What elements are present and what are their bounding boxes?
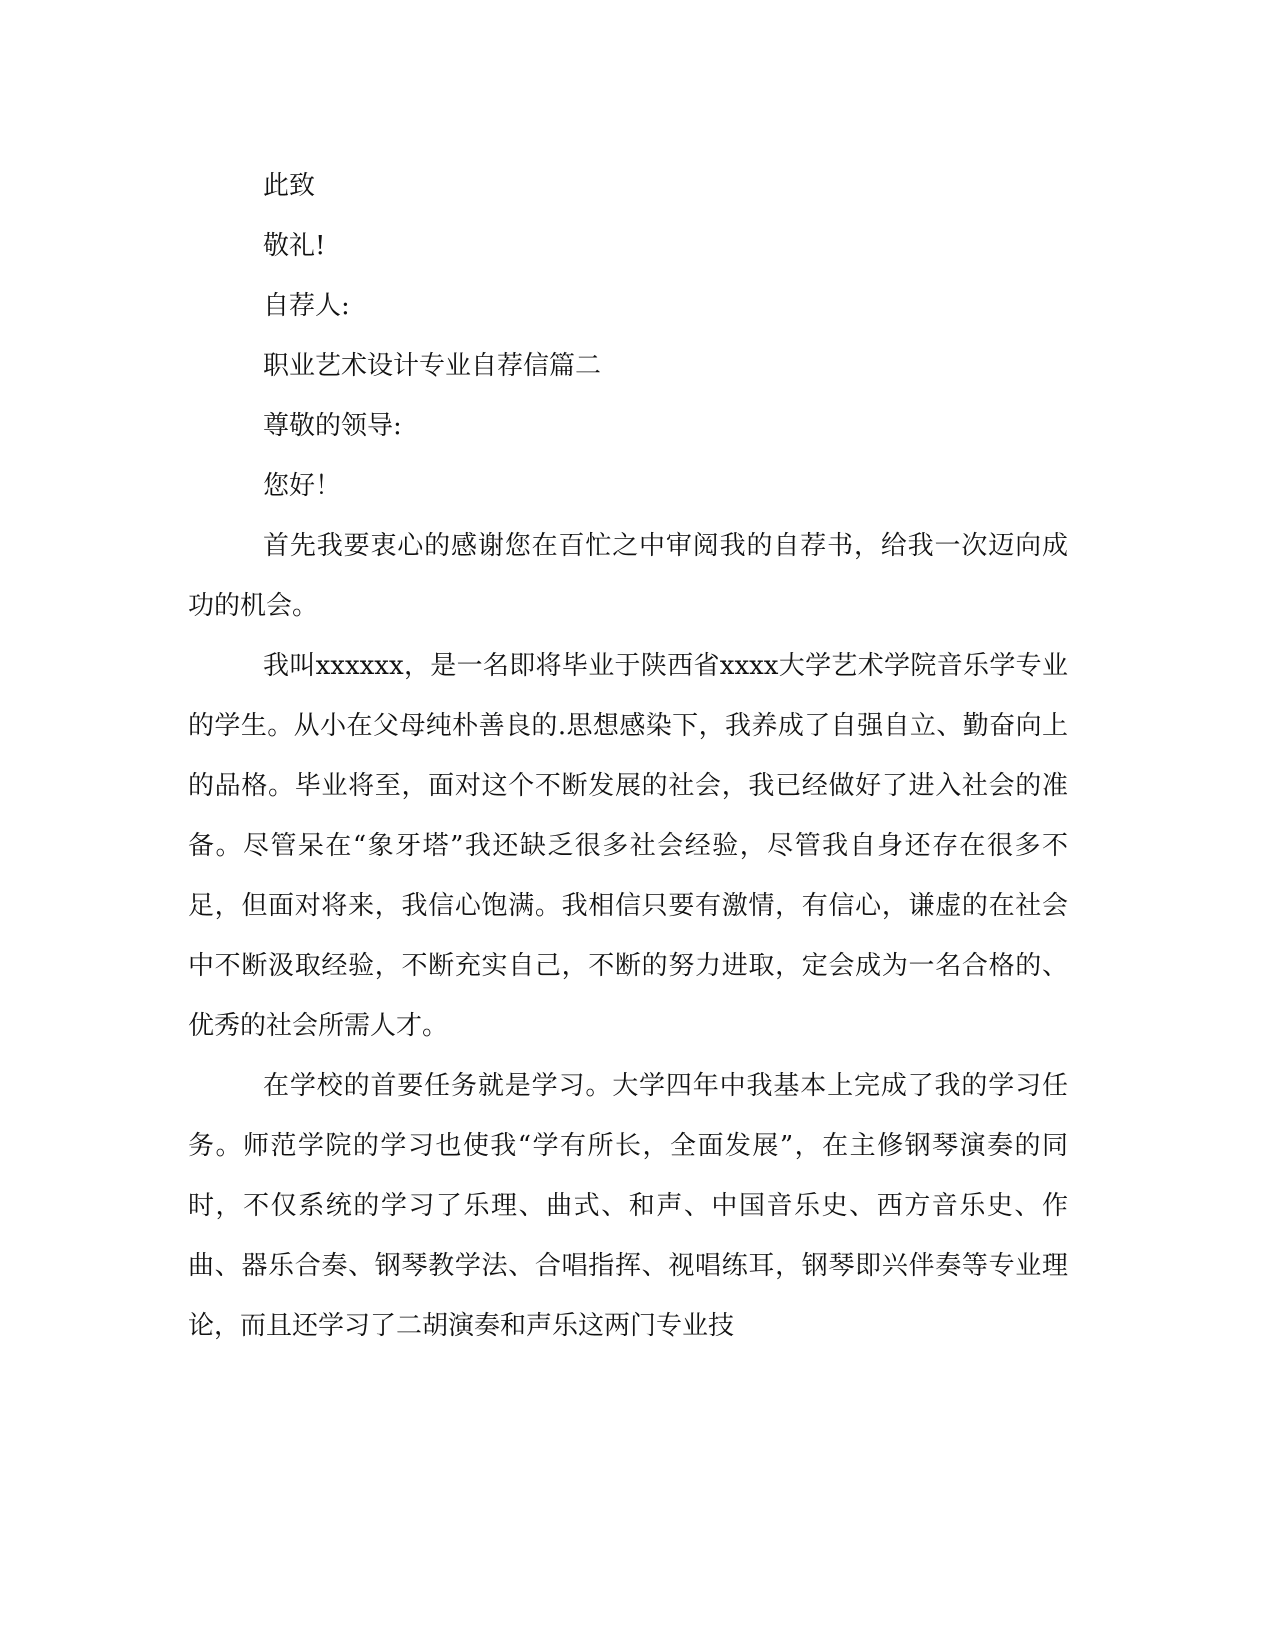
letter-body: [188, 156, 1068, 1356]
paragraph: 在学校的首要任务就是学习。大学四年中我基本上完成了我的学习任务。师范学院的学习也使我“学有所长，全面发展”，在主修钢琴演奏的同时，不仅系统的学习了乐理、曲式、和声、中国音乐史、西方音乐史、作曲、器乐合奏、钢琴教学法、合唱指挥、视唱练耳，钢琴即兴伴奏等专业理论，而且还学习了二胡演奏和声乐这两门专业技: [188, 1071, 1068, 1341]
hello-line: 您好！: [263, 471, 342, 501]
paragraph: 首先我要衷心的感谢您在百忙之中审阅我的自荐书，给我一次迈向成功的机会。: [188, 531, 1068, 621]
paragraph: 我叫xxxxxx，是一名即将毕业于陕西省xxxx大学艺术学院音乐学专业的学生。从小在父母纯朴善良的.思想感染下，我养成了自强自立、勤奋向上的品格。毕业将至，面对这个不断发展的社会，我已经做好了进入社会的准备。尽管呆在“象牙塔”我还缺乏很多社会经验，尽管我自身还存在很多不足，但面对将来，我信心饱满。我相信只要有激情，有信心，谦虚的在社会中不断汲取经验，不断充实自己，不断的努力进取，定会成为一名合格的、优秀的社会所需人才。: [188, 651, 1068, 1041]
greeting-line: 尊敬的领导:: [263, 411, 402, 441]
section-title: 职业艺术设计专业自荐信篇二: [263, 351, 602, 381]
salute-line: 敬礼!: [263, 231, 326, 261]
signer-line: 自荐人:: [263, 291, 350, 321]
closing-line: 此致: [263, 171, 316, 201]
